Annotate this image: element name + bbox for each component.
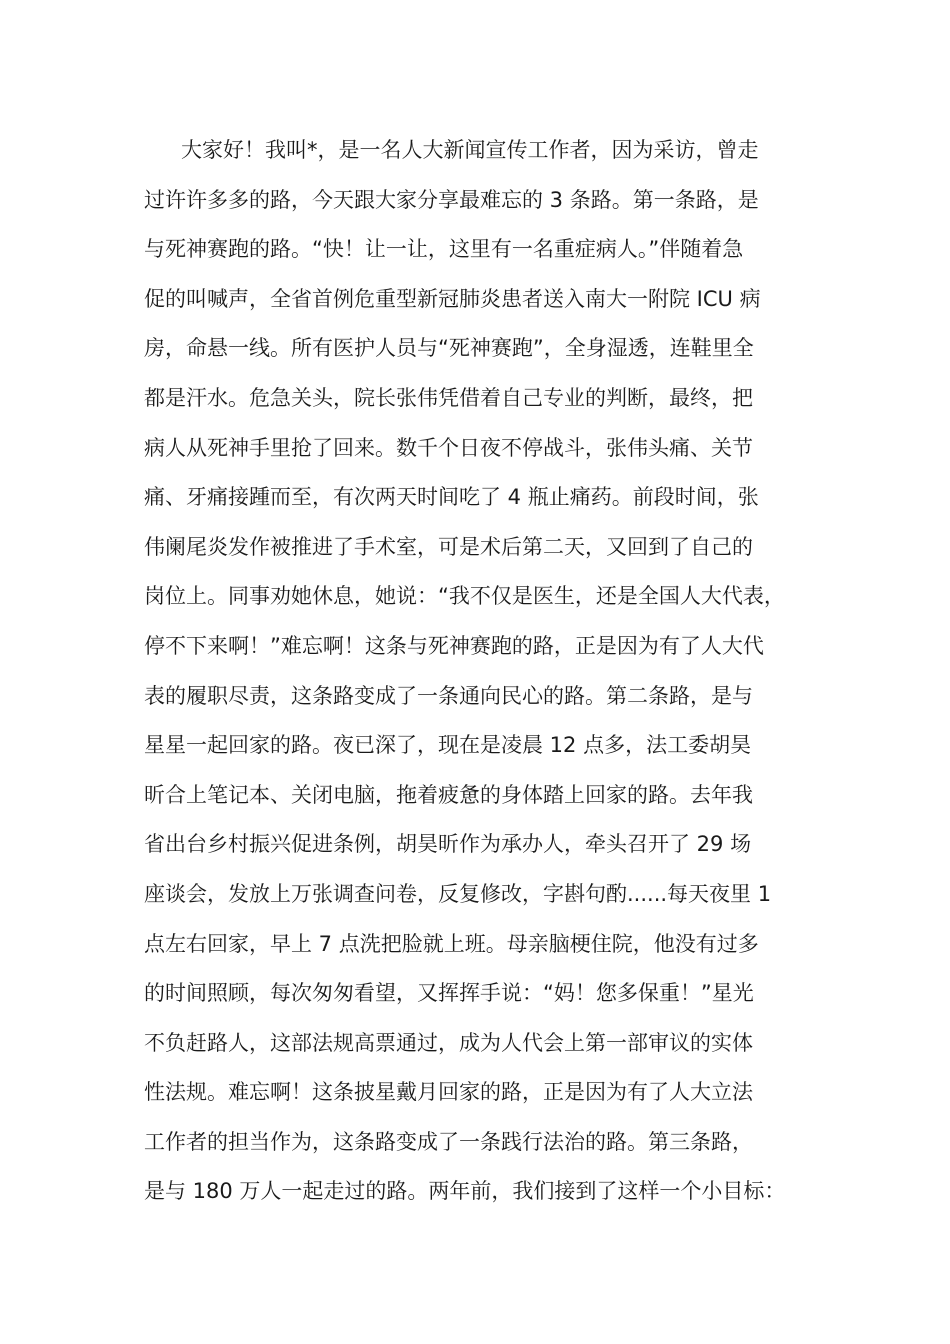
paragraph-line: 病人从死神手里抢了回来。数千个日夜不停战斗，张伟头痛、关节 <box>144 435 753 460</box>
paragraph-line: 的时间照顾，每次匆匆看望，又挥挥手说：“妈！您多保重！”星光 <box>144 981 754 1006</box>
paragraph-line: 过许许多多的路，今天跟大家分享最难忘的 3 条路。第一条路，是 <box>144 187 759 212</box>
paragraph-line: 是与 180 万人一起走过的路。两年前，我们接到了这样一个小目标： <box>144 1179 786 1204</box>
paragraph-line: 昕合上笔记本、关闭电脑，拖着疲惫的身体踏上回家的路。去年我 <box>144 782 753 807</box>
paragraph-line: 点左右回家，早上 7 点洗把脸就上班。母亲脑梗住院，他没有过多 <box>144 931 759 956</box>
paragraph-line: 大家好！我叫*，是一名人大新闻宣传工作者，因为采访，曾走 <box>181 138 759 162</box>
paragraph-line: 星星一起回家的路。夜已深了，现在是凌晨 12 点多，法工委胡昊 <box>144 733 752 758</box>
speech-paragraph <box>144 126 824 1217</box>
paragraph-line: 省出台乡村振兴促进条例，胡昊昕作为承办人，牵头召开了 29 场 <box>144 832 752 857</box>
paragraph-line: 促的叫喊声，全省首例危重型新冠肺炎患者送入南大一附院 ICU 病 <box>144 286 761 311</box>
paragraph-line: 伟阑尾炎发作被推进了手术室，可是术后第二天，又回到了自己的 <box>144 534 753 559</box>
paragraph-line: 与死神赛跑的路。“快！让一让，这里有一名重症病人。”伴随着急 <box>144 237 744 262</box>
paragraph-line: 性法规。难忘啊！这条披星戴月回家的路，正是因为有了人大立法 <box>144 1080 753 1105</box>
paragraph-line: 座谈会，发放上万张调查问卷，反复修改，字斟句酌......每天夜里 1 <box>144 881 772 906</box>
paragraph-line: 工作者的担当作为，这条路变成了一条践行法治的路。第三条路， <box>144 1129 753 1154</box>
paragraph-line: 表的履职尽责，这条路变成了一条通向民心的路。第二条路，是与 <box>144 683 753 708</box>
paragraph-line: 痛、牙痛接踵而至，有次两天时间吃了 4 瓶止痛药。前段时间，张 <box>144 485 759 510</box>
paragraph-line: 都是汗水。危急关头，院长张伟凭借着自己专业的判断，最终，把 <box>144 385 753 410</box>
paragraph-line: 岗位上。同事劝她休息，她说：“我不仅是医生，还是全国人大代表， <box>144 584 785 609</box>
paragraph-line: 停不下来啊！”难忘啊！这条与死神赛跑的路，正是因为有了人大代 <box>144 633 764 658</box>
paragraph-line: 不负赶路人，这部法规高票通过，成为人代会上第一部审议的实体 <box>144 1030 753 1055</box>
paragraph-line: 房，命悬一线。所有医护人员与“死神赛跑”，全身湿透，连鞋里全 <box>144 336 754 361</box>
